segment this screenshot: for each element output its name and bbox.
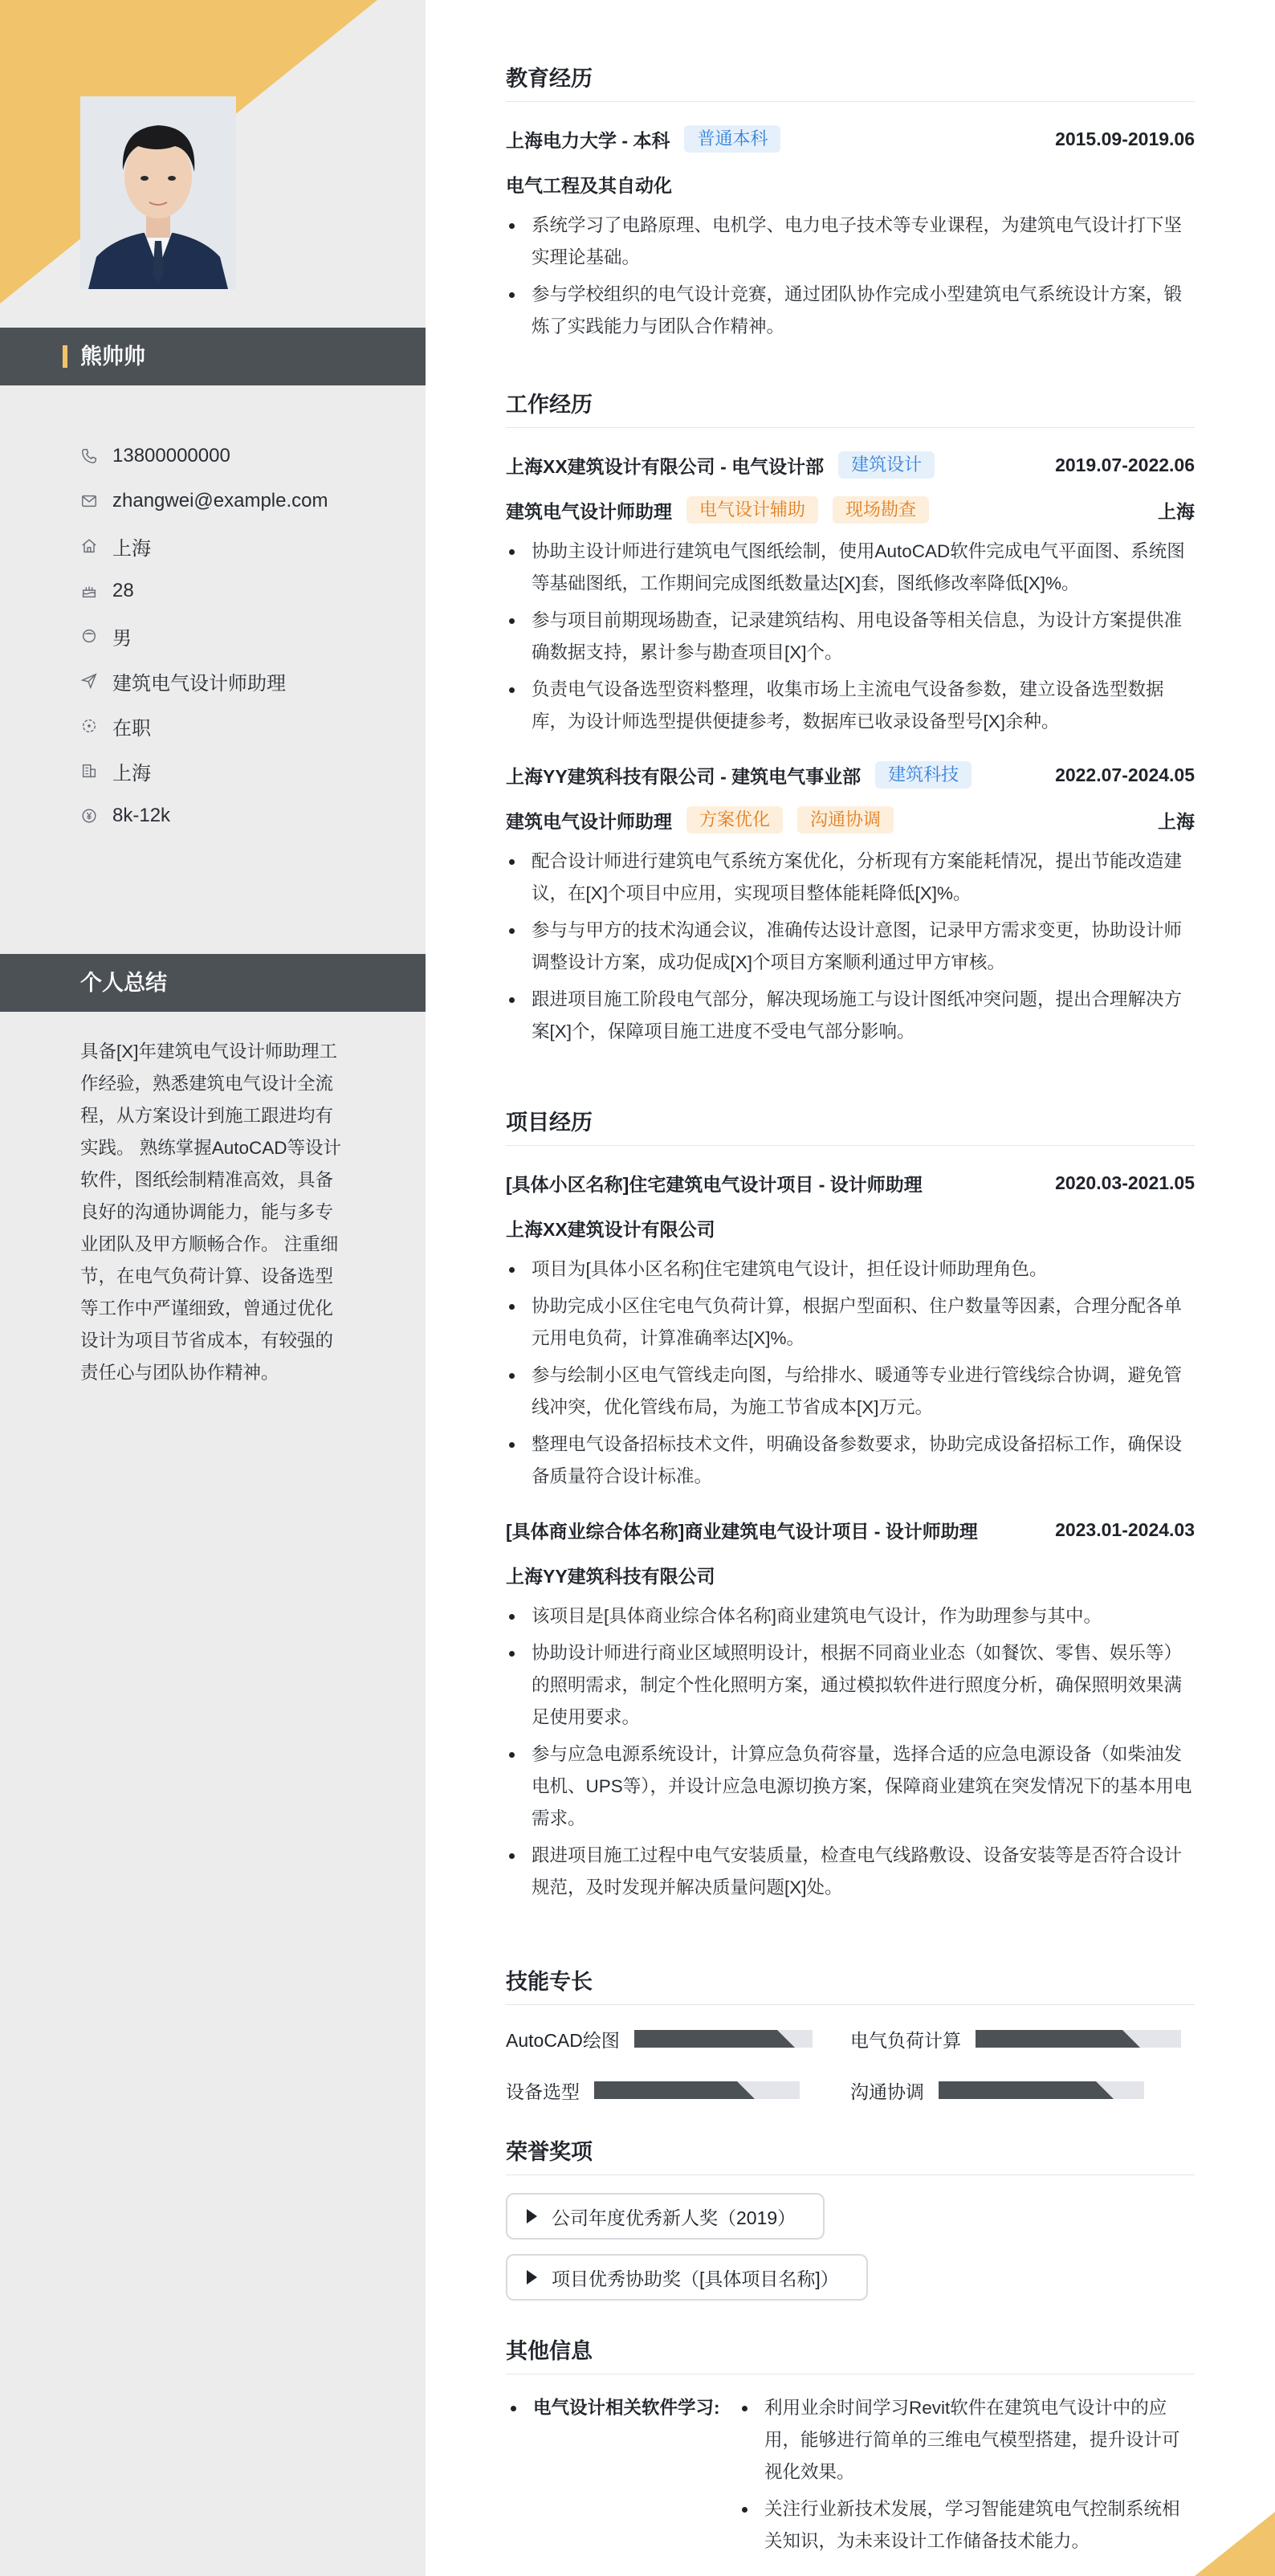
project-2-head: [506, 1514, 1195, 1546]
skill-fill-cap: [777, 2030, 795, 2048]
job-1-role-row: [506, 494, 1195, 526]
work-section: [506, 389, 1195, 1053]
skills-row-2: [506, 2074, 1195, 2106]
salary-icon: [80, 807, 98, 825]
list-item: 参与应急电源系统设计，计算应急负荷容量，选择合适的应急电源设备（如柴油发电机、UPS等），并设计应急电源切换方案，保障商业建筑在突发情况下的基本用电需求。: [506, 1738, 1195, 1835]
project-2-date: 2023.01-2024.03: [1055, 1518, 1195, 1540]
job-2-tag: 建筑科技: [875, 761, 972, 789]
list-item: 参与学校组织的电气设计竞赛，通过团队协作完成小型建筑电气系统设计方案，锻炼了实践能力与团队合作精神。: [506, 279, 1195, 343]
candidate-name: 熊帅帅: [80, 344, 145, 369]
list-item: 参与与甲方的技术沟通会议，准确传达设计意图，记录甲方需求变更，协助设计师调整设计方案，成功促成[X]个项目方案顺利通过甲方审核。: [506, 915, 1195, 979]
summary-text: 具备[X]年建筑电气设计师助理工作经验，熟悉建筑电气设计全流程，从方案设计到施工跟进均有实践。 熟练掌握AutoCAD等设计软件，图纸绘制精准高效，具备良好的沟通协调能力，能与多专业团队及甲方顺畅合作。 注重细节，在电气负荷计算、设备选型等工作中严谨细致，曾通过优化设计为项目节省成本，有较强的责任心与团队协作精神。: [80, 1041, 342, 1383]
award-label: 项目优秀协助奖（[具体项目名称]）: [552, 2268, 839, 2289]
skill-bar: [594, 2081, 800, 2099]
education-tag: 普通本科: [684, 125, 780, 153]
job-2-role-row: [506, 804, 1195, 836]
list-item: 配合设计师进行建筑电气系统方案优化，分析现有方案能耗情况，提出节能改造建议，在[X]个项目中应用，实现项目整体能耗降低[X]%。: [506, 846, 1195, 910]
skill-communication: [850, 2077, 1195, 2104]
skill-name: AutoCAD绘图: [506, 2029, 620, 2051]
summary-header: [0, 954, 426, 1012]
award-item[interactable]: [506, 2193, 825, 2240]
project-2-bullets: [506, 1600, 1195, 1904]
list-item: 该项目是[具体商业综合体名称]商业建筑电气设计，作为助理参与其中。: [506, 1600, 1195, 1632]
education-entry-head: [506, 123, 1195, 155]
skill-fill-cap: [737, 2081, 755, 2099]
project-1-company: 上海XX建筑设计有限公司: [506, 1218, 715, 1240]
job-1-role-tag: 电气设计辅助: [686, 496, 818, 524]
list-item: 跟进项目施工阶段电气部分，解决现场施工与设计图纸冲突问题，提出合理解决方案[X]个，保障项目施工进度不受电气部分影响。: [506, 984, 1195, 1048]
status-icon: [80, 717, 98, 735]
list-item: 参与绘制小区电气管线走向图，与给排水、暖通等专业进行管线综合协调，避免管线冲突，优化管线布局，为施工节省成本[X]万元。: [506, 1359, 1195, 1424]
project-2-name: [具体商业综合体名称]商业建筑电气设计项目 - 设计师助理: [506, 1520, 978, 1542]
other-key: 电气设计相关软件学习:: [506, 2392, 739, 2562]
list-item: 参与项目前期现场勘查，记录建筑结构、用电设备等相关信息，为设计方案提供准确数据支持，累计参与勘查项目[X]个。: [506, 605, 1195, 669]
info-age: [80, 569, 328, 613]
job-2-role: 建筑电气设计师助理: [506, 810, 672, 832]
education-major-row: [506, 168, 1195, 200]
info-status-text: 在职: [112, 717, 151, 740]
skill-fill: [634, 2030, 777, 2048]
info-phone: [80, 434, 328, 479]
skill-bar: [976, 2030, 1181, 2048]
job-1-bullets: [506, 536, 1195, 738]
skills-section: [506, 1966, 1195, 2106]
info-phone-text: 13800000000: [112, 445, 230, 467]
project-2-company-row: [506, 1559, 1195, 1591]
gender-icon: [80, 627, 98, 645]
project-2-company: 上海YY建筑科技有限公司: [506, 1565, 715, 1587]
job-2-date: 2022.07-2024.05: [1055, 764, 1195, 785]
list-item: 协助设计师进行商业区域照明设计，根据不同商业业态（如餐饮、零售、娱乐等）的照明需求，制定个性化照明方案，通过模拟软件进行照度分析，确保照明效果满足使用要求。: [506, 1637, 1195, 1734]
education-school: 上海电力大学 - 本科: [506, 129, 670, 151]
job-1-tag: 建筑设计: [838, 451, 935, 479]
skill-name: 设备选型: [506, 2081, 580, 2102]
list-item: 协助完成小区住宅电气负荷计算，根据户型面积、住户数量等因素，合理分配各单元用电负荷，计算准确率达[X]%。: [506, 1290, 1195, 1355]
mail-icon: [80, 492, 98, 510]
info-position-text: 建筑电气设计师助理: [112, 672, 286, 695]
education-section: [506, 63, 1195, 348]
honors-title: 荣誉奖项: [506, 2136, 1195, 2175]
other-row: [506, 2392, 1195, 2562]
cake-icon: [80, 582, 98, 600]
job-2-bullets: [506, 846, 1195, 1048]
education-major: 电气工程及其自动化: [506, 174, 672, 196]
list-item: 利用业余时间学习Revit软件在建筑电气设计中的应用，能够进行简单的三维电气模型搭建，提升设计可视化效果。: [739, 2392, 1195, 2488]
corner-decoration-bottom: [1195, 2512, 1275, 2576]
skill-fill-cap: [1096, 2081, 1114, 2099]
building-icon: [80, 762, 98, 780]
projects-section: [506, 1107, 1195, 1909]
other-section: [506, 2335, 1195, 2562]
info-status: [80, 703, 328, 748]
sidebar: [0, 0, 426, 2576]
award-item[interactable]: [506, 2254, 868, 2301]
info-city: [80, 748, 328, 793]
skill-name: 沟通协调: [850, 2081, 924, 2102]
phone-icon: [80, 447, 98, 465]
project-1-bullets: [506, 1253, 1195, 1493]
honors-section: [506, 2136, 1195, 2315]
home-icon: [80, 537, 98, 555]
job-2-role-tag: 沟通协调: [797, 806, 894, 834]
project-1-name: [具体小区名称]住宅建筑电气设计项目 - 设计师助理: [506, 1173, 923, 1195]
job-1-company: 上海XX建筑设计有限公司 - 电气设计部: [506, 455, 825, 477]
skills-title: 技能专长: [506, 1966, 1195, 2005]
skill-fill: [976, 2030, 1122, 2048]
skill-bar: [939, 2081, 1144, 2099]
list-item: 跟进项目施工过程中电气安装质量，检查电气线路敷设、设备安装等是否符合设计规范，及时发现并解决质量问题[X]处。: [506, 1840, 1195, 1904]
info-hometown-text: 上海: [112, 537, 151, 560]
info-city-text: 上海: [112, 762, 151, 785]
contact-info-list: [80, 434, 328, 838]
skill-autocad: [506, 2026, 850, 2052]
projects-title: 项目经历: [506, 1107, 1195, 1146]
job-1-role-tag: 现场勘查: [833, 496, 929, 524]
job-1-date: 2019.07-2022.06: [1055, 454, 1195, 475]
other-bullets: [739, 2392, 1195, 2562]
education-bullets: [506, 210, 1195, 343]
list-item: 关注行业新技术发展，学习智能建筑电气控制系统相关知识，为未来设计工作储备技术能力。: [739, 2493, 1195, 2558]
name-bar: [0, 328, 426, 385]
skill-fill: [594, 2081, 737, 2099]
info-salary: [80, 793, 328, 838]
work-title: 工作经历: [506, 389, 1195, 428]
award-label: 公司年度优秀新人奖（2019）: [552, 2207, 796, 2228]
avatar: [80, 96, 236, 289]
info-salary-text: 8k-12k: [112, 805, 171, 826]
info-email: [80, 479, 328, 524]
list-item: 项目为[具体小区名称]住宅建筑电气设计，担任设计师助理角色。: [506, 1253, 1195, 1286]
list-item: 系统学习了电路原理、电机学、电力电子技术等专业课程，为建筑电气设计打下坚实理论基础。: [506, 210, 1195, 274]
info-age-text: 28: [112, 580, 134, 601]
job-2-head: [506, 759, 1195, 791]
skill-name: 电气负荷计算: [850, 2029, 961, 2051]
education-title: 教育经历: [506, 63, 1195, 102]
play-icon: [527, 2209, 537, 2223]
skill-load-calc: [850, 2026, 1195, 2052]
job-1-city: 上海: [1158, 500, 1195, 522]
skill-equipment: [506, 2077, 850, 2104]
list-item: 负责电气设备选型资料整理，收集市场上主流电气设备参数，建立设备选型数据库，为设计师选型提供便捷参考，数据库已收录设备型号[X]余种。: [506, 674, 1195, 738]
job-1-role: 建筑电气设计师助理: [506, 500, 672, 522]
job-1-head: [506, 449, 1195, 481]
project-1-head: [506, 1167, 1195, 1199]
name-accent-mark: [63, 345, 67, 368]
project-1-date: 2020.03-2021.05: [1055, 1172, 1195, 1193]
list-item: 整理电气设备招标技术文件，明确设备参数要求，协助完成设备招标工作，确保设备质量符合设计标准。: [506, 1429, 1195, 1493]
skill-fill-cap: [1122, 2030, 1140, 2048]
other-title: 其他信息: [506, 2335, 1195, 2374]
summary-title: 个人总结: [80, 971, 167, 995]
info-gender-text: 男: [112, 627, 132, 650]
skill-bar: [634, 2030, 813, 2048]
job-2-role-tag: 方案优化: [686, 806, 783, 834]
list-item: 协助主设计师进行建筑电气图纸绘制，使用AutoCAD软件完成电气平面图、系统图等基础图纸，工作期间完成图纸数量达[X]套，图纸修改率降低[X]%。: [506, 536, 1195, 600]
info-position: [80, 658, 328, 703]
send-icon: [80, 672, 98, 690]
info-hometown: [80, 524, 328, 569]
play-icon: [527, 2270, 537, 2285]
project-1-company-row: [506, 1212, 1195, 1244]
info-email-text: zhangwei@example.com: [112, 490, 328, 512]
job-2-company: 上海YY建筑科技有限公司 - 建筑电气事业部: [506, 765, 862, 787]
info-gender: [80, 613, 328, 658]
education-date: 2015.09-2019.06: [1055, 128, 1195, 149]
job-2-city: 上海: [1158, 810, 1195, 832]
skill-fill: [939, 2081, 1096, 2099]
skills-row-1: [506, 2023, 1195, 2055]
